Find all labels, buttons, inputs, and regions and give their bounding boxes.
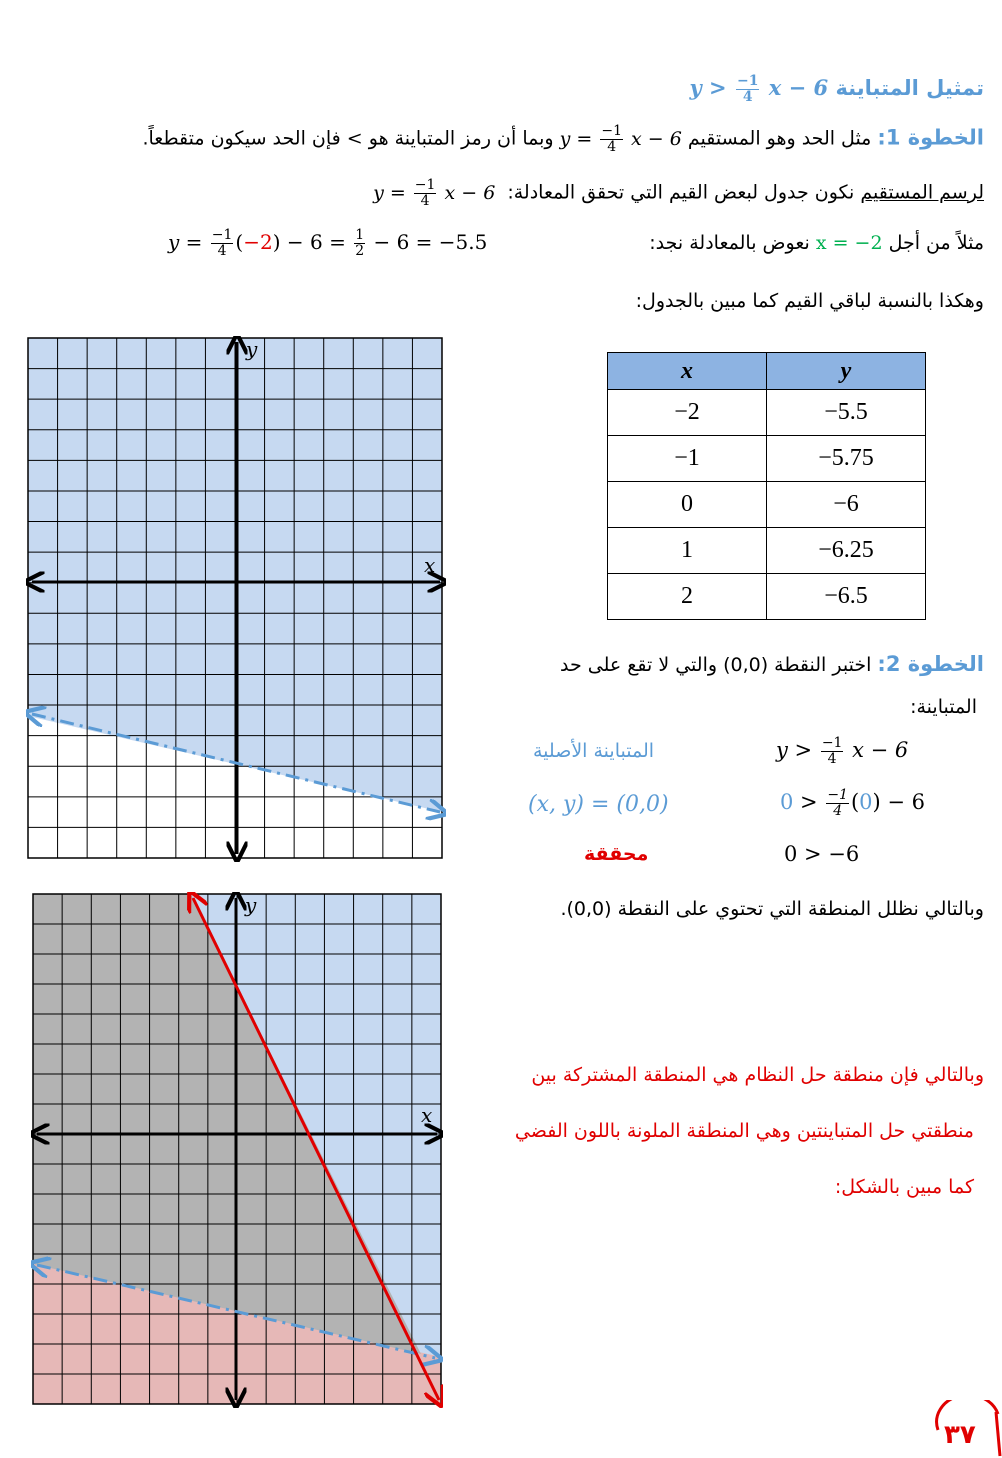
table-row	[608, 482, 926, 528]
example-sub: −2	[243, 230, 273, 254]
y-axis-label: y	[246, 337, 258, 361]
y-axis-label: y	[245, 893, 257, 917]
title-inequality: y > $\frac{-1}{4}$ x − 6	[689, 73, 829, 105]
step1-label: الخطوة 1:	[877, 125, 984, 150]
table-cell: 2	[608, 574, 767, 620]
table-cell: −5.5	[767, 390, 926, 436]
table-cell: 0	[608, 482, 767, 528]
step1-text-a: مثل الحد وهو المستقيم	[687, 127, 872, 150]
draw-line-rest: نكون جدول لبعض القيم التي تحقق المعادلة:	[507, 181, 855, 204]
table-cell: −6.25	[767, 528, 926, 574]
table-header-y: y	[767, 353, 926, 390]
x-axis-label: x	[421, 1103, 433, 1127]
table-row	[608, 436, 926, 482]
table-row	[608, 574, 926, 620]
example-prefix: مثلاً من أجل	[888, 232, 984, 254]
draw-line-text	[373, 178, 984, 209]
example-line	[649, 232, 984, 254]
test-substitution: 0 > $\frac{-1}{4}$ (0) − 6	[780, 787, 926, 819]
inequality-graph	[26, 336, 446, 862]
step1-line	[142, 124, 984, 155]
step1-text-c: فإن الحد سيكون متقطعاً.	[142, 127, 341, 150]
step2-line	[560, 652, 984, 676]
step1-text-b: وبما أن رمز المتباينة هو	[368, 127, 554, 150]
step2-text-a: اختبر النقطة (0,0) والتي لا تقع على حد	[560, 654, 872, 676]
table-cell: −1	[608, 436, 767, 482]
test-result: 0 > −6	[784, 842, 860, 866]
table-header-x: x	[608, 353, 767, 390]
x-axis-label: x	[424, 553, 436, 577]
step1-symbol: >	[346, 127, 363, 150]
verified-label: محققة	[584, 843, 649, 865]
section-title	[690, 74, 984, 105]
table-cell: −6.5	[767, 574, 926, 620]
title-label: تمثيل المتباينة	[835, 76, 984, 100]
table-row	[608, 528, 926, 574]
table-cell: −6	[767, 482, 926, 528]
draw-line-underlined: لرسم المستقيم	[860, 181, 984, 204]
conclusion-line-3: كما مبين بالشكل:	[834, 1176, 974, 1198]
system-graph	[31, 892, 443, 1408]
test-point-label: (x, y) = (0,0)	[528, 792, 669, 817]
original-inequality-label: المتباينة الأصلية	[533, 740, 655, 762]
table-header-row	[608, 353, 926, 390]
values-table	[607, 352, 926, 620]
table-cell: −5.75	[767, 436, 926, 482]
example-x-value: x = −2	[815, 232, 883, 254]
table-cell: 1	[608, 528, 767, 574]
conclusion-line-1: وبالتالي فإن منطقة حل النظام هي المنطقة المشتركة بين	[531, 1064, 984, 1086]
example-mid: نعوض بالمعادلة نجد:	[649, 232, 810, 254]
shade-text: وبالتالي نظلل المنطقة التي تحتوي على النقطة (0,0).	[560, 898, 984, 920]
table-intro: وهكذا بالنسبة لباقي القيم كما مبين بالجدول:	[635, 290, 984, 312]
original-inequality: y > $\frac{-1}{4}$ x − 6	[776, 735, 909, 767]
step2-line-b: المتباينة:	[910, 696, 977, 718]
draw-line-equation: y = $\frac{-1}{4}$ x − 6	[373, 177, 496, 209]
example-calculation: y = $\frac{-1}{4}$ (−2) − 6 = $\frac{1}{2}$ − 6 = −5.5	[168, 227, 488, 259]
step1-equation: y = $\frac{-1}{4}$ x − 6	[559, 123, 682, 155]
table-row	[608, 390, 926, 436]
page-number: ٣٧	[944, 1420, 976, 1450]
table-cell: −2	[608, 390, 767, 436]
conclusion-line-2: منطقتي حل المتباينتين وهي المنطقة الملونة باللون الفضي	[514, 1120, 974, 1142]
step2-label: الخطوة 2:	[877, 652, 984, 676]
